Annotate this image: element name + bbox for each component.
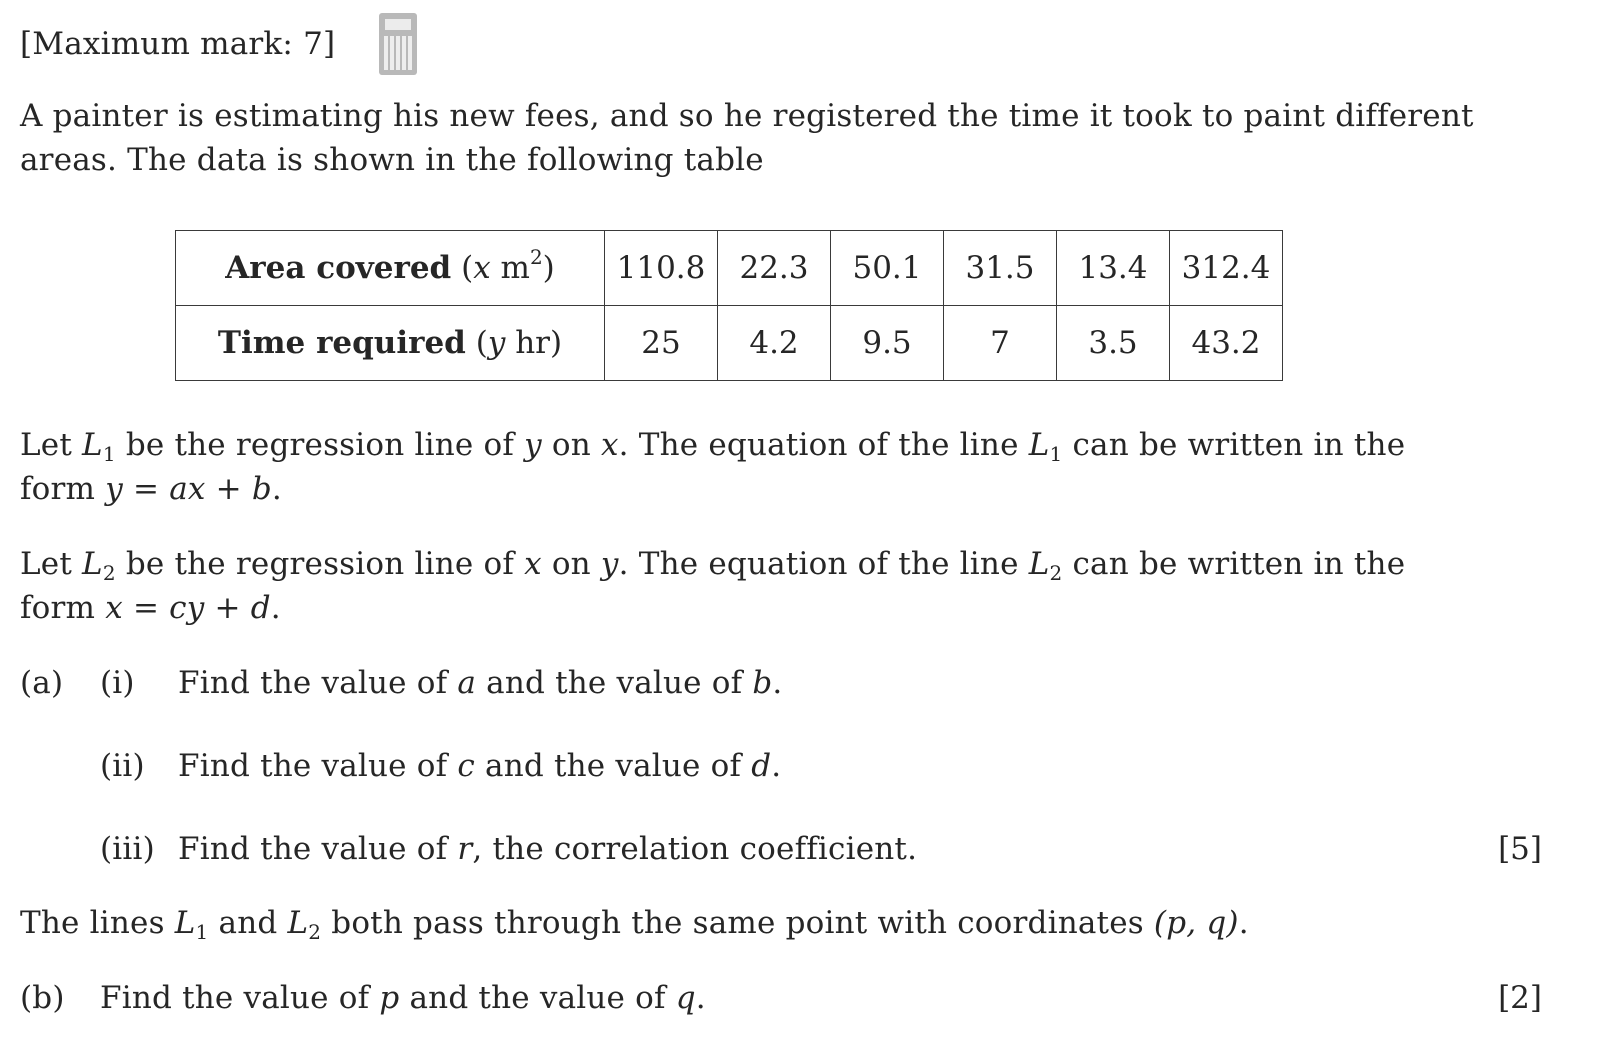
intro-line-1: A painter is estimating his new fees, and so he registered the time it took to paint different xyxy=(20,98,1474,134)
maximum-mark: [Maximum mark: 7] xyxy=(20,26,336,62)
table-cell: 110.8 xyxy=(605,231,718,306)
table-cell: 3.5 xyxy=(1057,306,1170,381)
table-cell: 4.2 xyxy=(718,306,831,381)
marks-part-b: [2] xyxy=(1498,980,1542,1016)
question-b-label: (b) xyxy=(20,980,65,1016)
question-a-ii-text: Find the value of c and the value of d. xyxy=(178,748,782,784)
table-cell: 7 xyxy=(944,306,1057,381)
table-cell: 22.3 xyxy=(718,231,831,306)
table-cell: 50.1 xyxy=(831,231,944,306)
paragraph-l2-line2: form x = cy + d. xyxy=(20,590,281,626)
question-a-label: (a) xyxy=(20,665,64,701)
paragraph-l1-line2: form y = ax + b. xyxy=(20,471,282,507)
table-cell: 43.2 xyxy=(1170,306,1283,381)
question-a-iii-label: (iii) xyxy=(100,831,155,867)
question-a-iii-text: Find the value of r, the correlation coefficient. xyxy=(178,831,918,867)
table-cell: 13.4 xyxy=(1057,231,1170,306)
row-header-area: Area covered (x $m^2$) xyxy=(176,231,605,306)
table-row-area xyxy=(176,231,1283,306)
paragraph-l2-line1: Let $L_2$ be the regression line of x on y. The equation of the line $L_2$ can be written in the xyxy=(20,546,1406,585)
table-cell: 31.5 xyxy=(944,231,1057,306)
paragraph-l1-line1: Let $L_1$ be the regression line of y on x. The equation of the line $L_1$ can be written in the xyxy=(20,427,1406,466)
table-cell: 312.4 xyxy=(1170,231,1283,306)
question-a-i-label: (i) xyxy=(100,665,135,701)
table-cell: 9.5 xyxy=(831,306,944,381)
data-table xyxy=(175,230,1283,381)
marks-part-a: [5] xyxy=(1498,831,1542,867)
question-b-text: Find the value of p and the value of q. xyxy=(100,980,706,1016)
row-header-time: Time required (y hr) xyxy=(176,306,605,381)
intro-line-2: areas. The data is shown in the following table xyxy=(20,142,764,178)
calculator-icon xyxy=(379,13,417,75)
shared-point-statement: The lines $L_1$ and $L_2$ both pass through the same point with coordinates (p, q). xyxy=(20,905,1249,944)
question-a-ii-label: (ii) xyxy=(100,748,145,784)
table-row-time xyxy=(176,306,1283,381)
question-a-i-text: Find the value of a and the value of b. xyxy=(178,665,783,701)
table-cell: 25 xyxy=(605,306,718,381)
